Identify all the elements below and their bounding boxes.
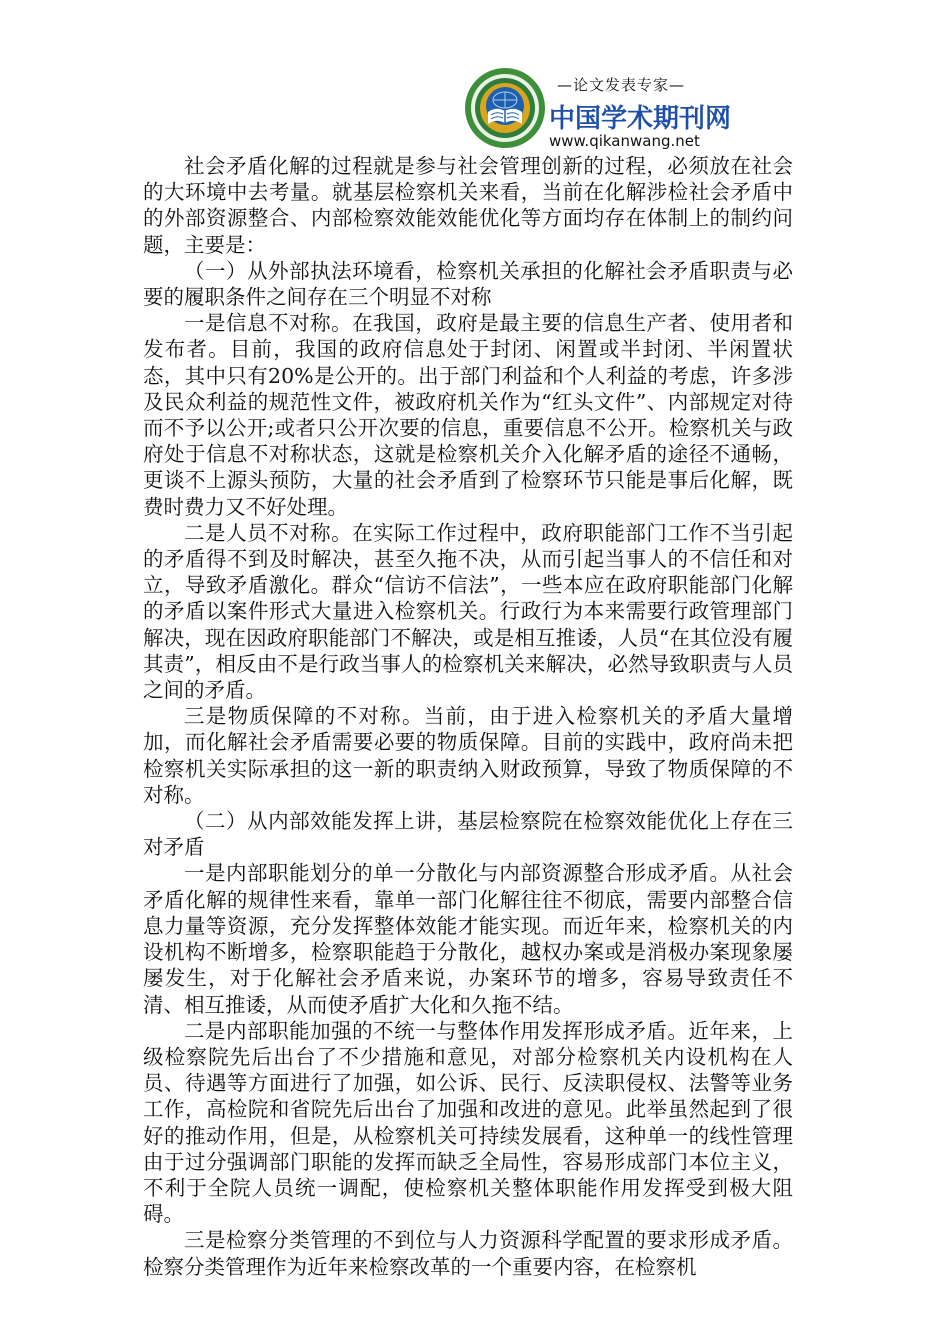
article-body	[143, 153, 793, 1280]
paragraph: 三是检察分类管理的不到位与人力资源科学配置的要求形成矛盾。检察分类管理作为近年来检察改革的一个重要内容，在检察机	[143, 1228, 793, 1279]
site-header	[463, 66, 732, 156]
brand-url: www.qikanwang.net	[549, 132, 700, 150]
section-heading: （一）从外部执法环境看，检察机关承担的化解社会矛盾职责与必要的履职条件之间存在三个明显不对称	[143, 258, 793, 310]
paragraph: 一是内部职能划分的单一分散化与内部资源整合形成矛盾。从社会矛盾化解的规律性来看，靠单一部门化解往往不彻底，需要内部整合信息力量等资源，充分发挥整体效能才能实现。而近年来，检察机关的内设机构不断增多，检察职能趋于分散化，越权办案或是消极办案现象屡屡发生，对于化解社会矛盾来说，办案环节的增多，容易导致责任不清、相互推诿，从而使矛盾扩大化和久拖不结。	[143, 861, 793, 1017]
paragraph: 二是人员不对称。在实际工作过程中，政府职能部门工作不当引起的矛盾得不到及时解决，甚至久拖不决，从而引起当事人的不信任和对立，导致矛盾激化。群众“信访不信法”，一些本应在政府职能部门化解的矛盾以案件形式大量进入检察机关。行政行为本来需要行政管理部门解决，现在因政府职能部门不解决，或是相互推诿，人员“在其位没有履其责”，相反由不是行政当事人的检察机关来解决，必然导致职责与人员之间的矛盾。	[143, 520, 793, 703]
open-book-globe-icon	[463, 66, 547, 150]
brand-name: 中国学术期刊网	[549, 104, 732, 134]
brand-tagline: —论文发表专家—	[557, 76, 686, 94]
paragraph: 三是物质保障的不对称。当前，由于进入检察机关的矛盾大量增加，而化解社会矛盾需要必要的物质保障。目前的实践中，政府尚未把检察机关实际承担的这一新的职责纳入财政预算，导致了物质保障的不对称。	[143, 704, 793, 807]
paragraph: 一是信息不对称。在我国，政府是最主要的信息生产者、使用者和发布者。目前，我国的政府信息处于封闭、闲置或半封闭、半闲置状态，其中只有20%是公开的。出于部门利益和个人利益的考虑，许多涉及民众利益的规范性文件，被政府机关作为“红头文件”、内部规定对待而不予以公开;或者只公开次要的信息，重要信息不公开。检察机关与政府处于信息不对称状态，这就是检察机关介入化解矛盾的途径不通畅，更谈不上源头预防，大量的社会矛盾到了检察环节只能是事后化解，既费时费力又不好处理。	[143, 311, 793, 519]
paragraph: 社会矛盾化解的过程就是参与社会管理创新的过程，必须放在社会的大环境中去考量。就基层检察机关来看，当前在化解涉检社会矛盾中的外部资源整合、内部检察效能效能优化等方面均存在体制上的制约问题，主要是：	[143, 154, 793, 257]
paragraph: 二是内部职能加强的不统一与整体作用发挥形成矛盾。近年来，上级检察院先后出台了不少措施和意见，对部分检察机关内设机构在人员、待遇等方面进行了加强，如公诉、民行、反渎职侵权、法警等业务工作，高检院和省院先后出台了加强和改进的意见。此举虽然起到了很好的推动作用，但是，从检察机关可持续发展看，这种单一的线性管理由于过分强调部门职能的发挥而缺乏全局性，容易形成部门本位主义，不利于全院人员统一调配，使检察机关整体职能作用发挥受到极大阻碍。	[143, 1018, 793, 1227]
section-heading: （二）从内部效能发挥上讲，基层检察院在检察效能优化上存在三对矛盾	[143, 809, 793, 860]
